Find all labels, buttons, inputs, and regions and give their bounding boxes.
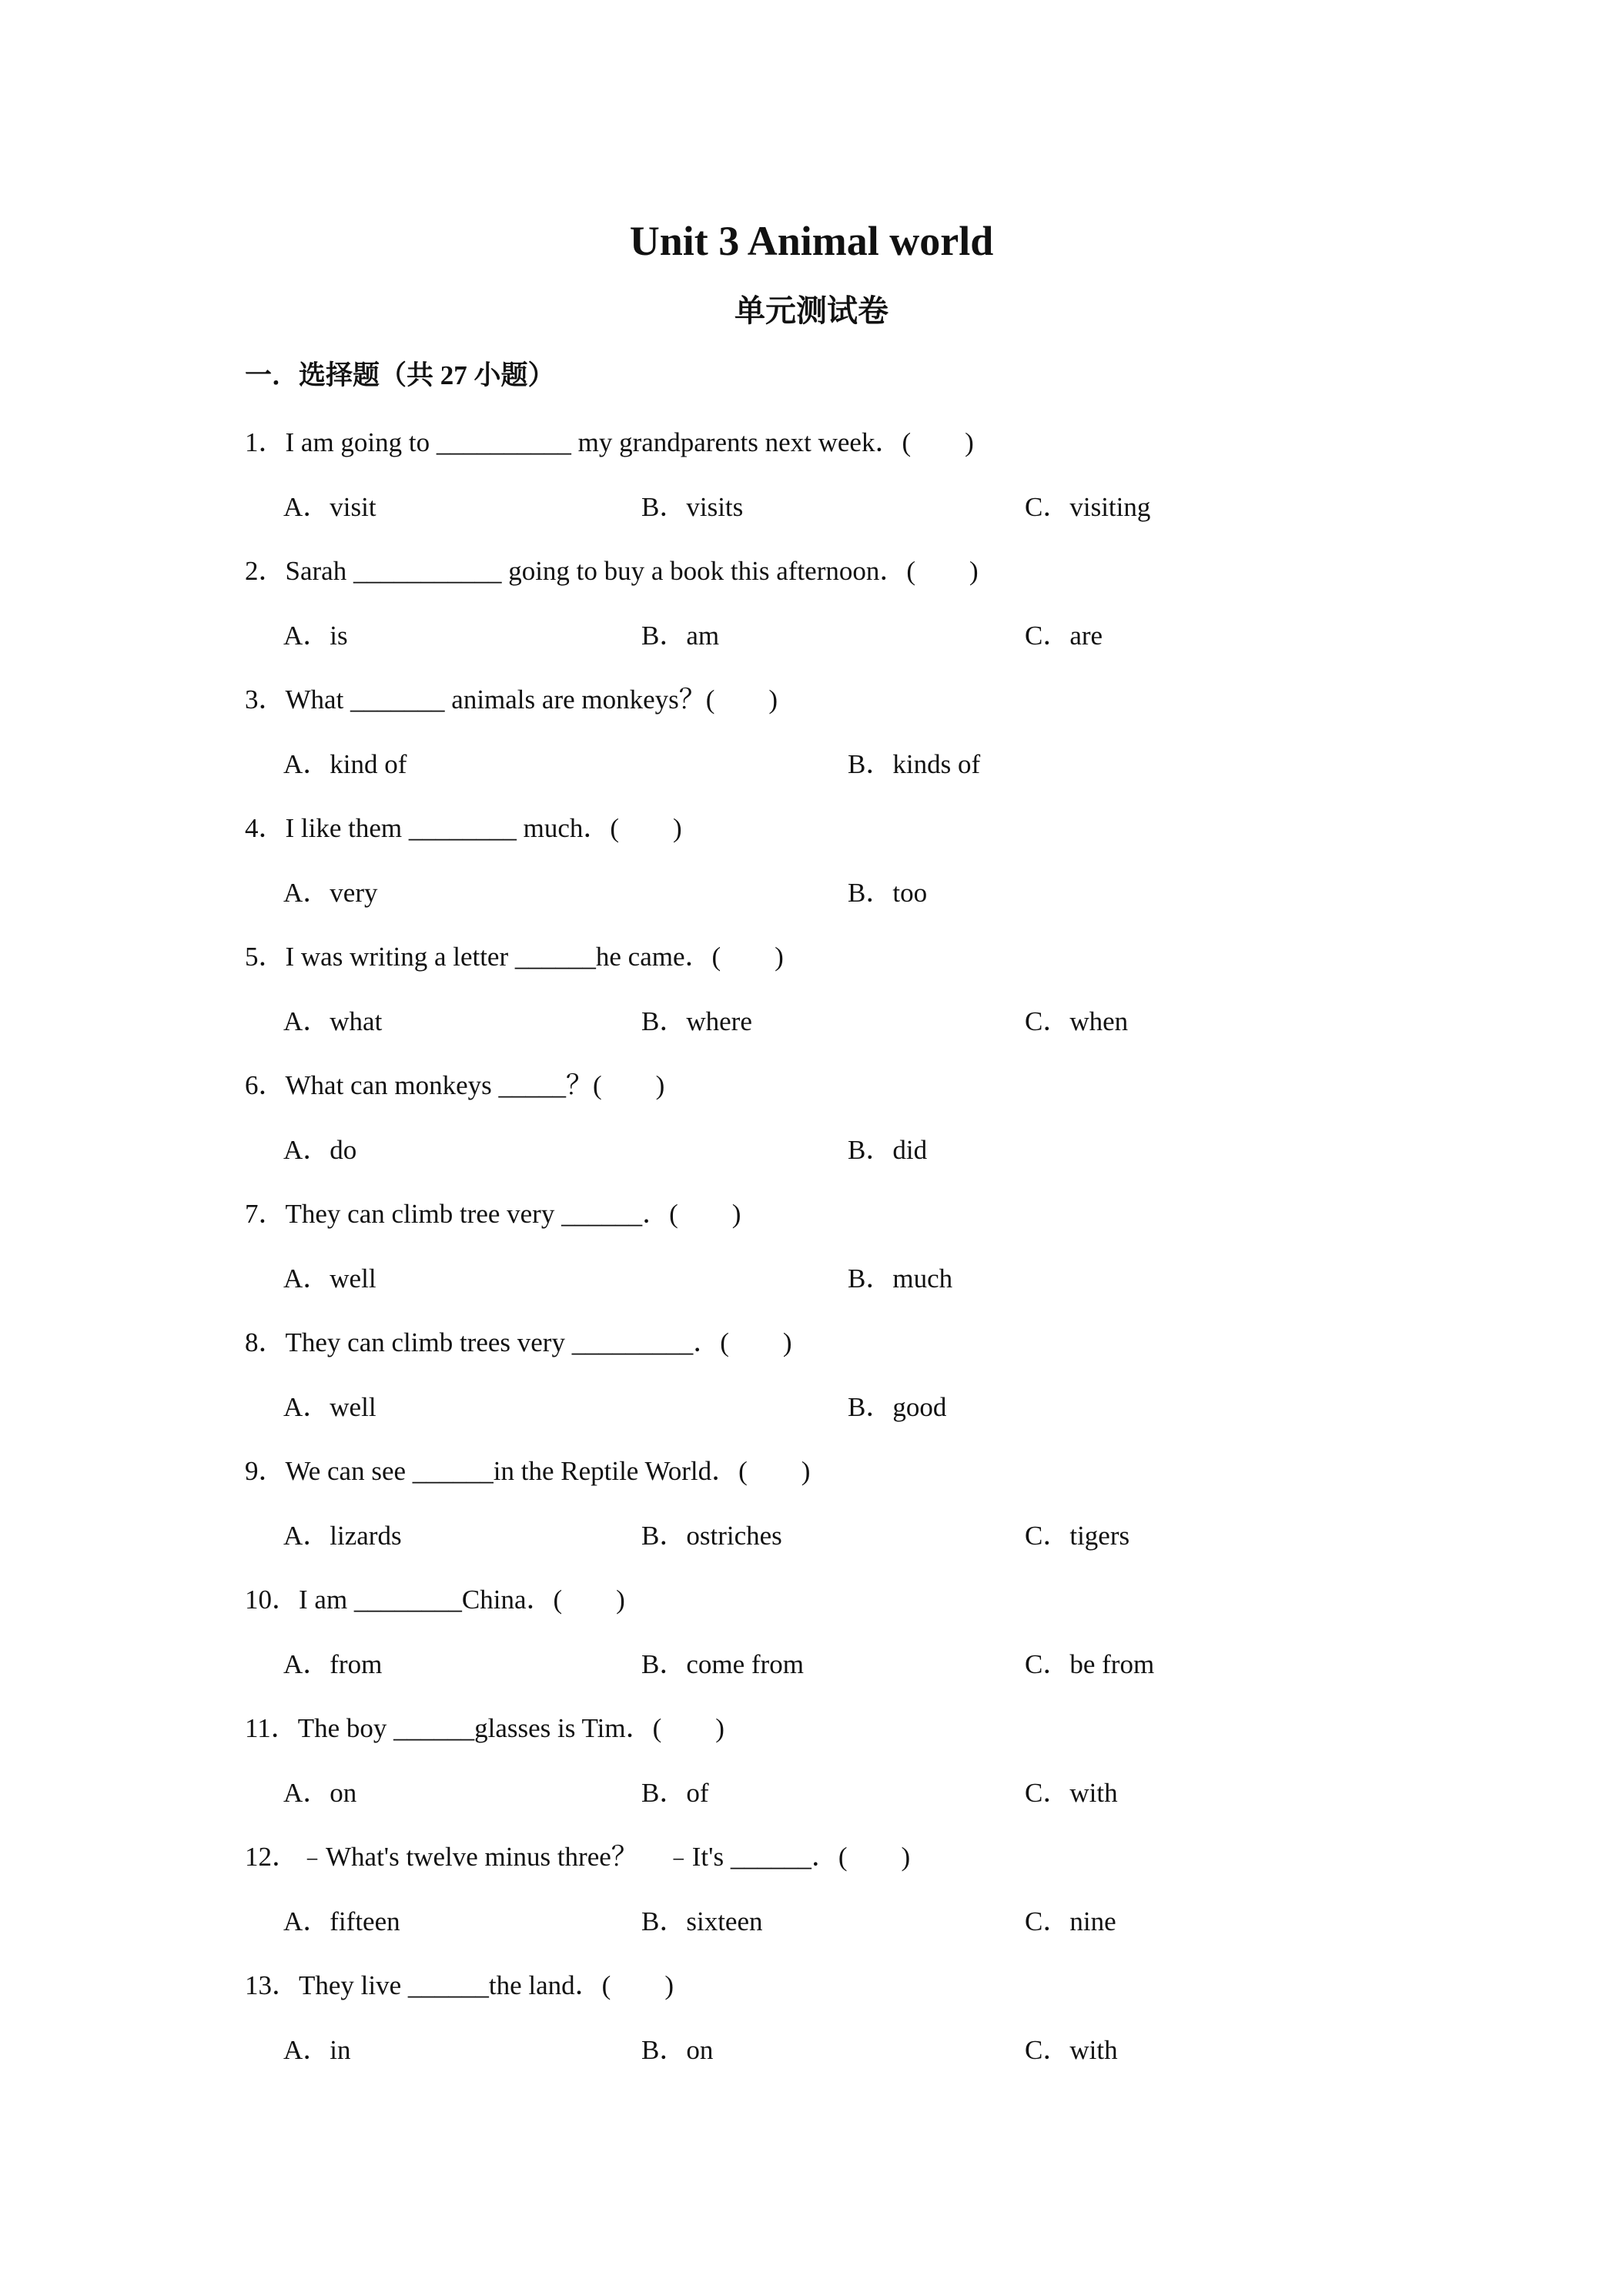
answer-option <box>1025 484 1150 530</box>
answer-option <box>641 613 719 659</box>
answer-option <box>283 1899 400 1945</box>
option-text: on <box>686 2035 714 2065</box>
option-letter: A． <box>283 2035 330 2065</box>
option-letter: A． <box>283 1649 330 1679</box>
question-item <box>0 1834 1623 1963</box>
question-item <box>0 1963 1623 2091</box>
option-letter: B． <box>641 1006 687 1036</box>
answer-option <box>283 999 382 1045</box>
answer-option <box>848 1256 952 1302</box>
option-text: visits <box>686 492 744 522</box>
option-letter: C． <box>1025 1906 1070 1936</box>
answer-option <box>641 1770 709 1816</box>
question-item <box>0 1705 1623 1834</box>
option-text: very <box>330 878 378 908</box>
option-letter: C． <box>1025 1521 1070 1551</box>
option-text: with <box>1069 2035 1118 2065</box>
option-letter: C． <box>1025 492 1070 522</box>
question-item <box>0 548 1623 677</box>
option-letter: B． <box>641 1778 687 1808</box>
option-letter: A． <box>283 1006 330 1036</box>
option-text: kinds of <box>892 749 981 779</box>
option-text: sixteen <box>686 1906 763 1936</box>
answer-option <box>1025 2027 1118 2073</box>
option-letter: B． <box>848 749 893 779</box>
answer-option <box>1025 613 1103 659</box>
question-stem: 10．I am ________China．( ) <box>245 1585 625 1615</box>
option-letter: A． <box>283 1778 330 1808</box>
question-stem: 5．I was writing a letter ______he came．( ) <box>245 942 784 972</box>
answer-option <box>1025 999 1128 1045</box>
option-text: of <box>686 1778 709 1808</box>
option-letter: B． <box>848 1135 893 1165</box>
option-letter: B． <box>641 1649 687 1679</box>
option-letter: B． <box>848 878 893 908</box>
answer-option <box>283 1256 376 1302</box>
option-text: well <box>330 1263 376 1294</box>
question-stem: 7．They can climb tree very ______．( ) <box>245 1199 741 1229</box>
answer-option <box>641 1513 782 1559</box>
option-letter: A． <box>283 1135 330 1165</box>
answer-option <box>283 2027 351 2073</box>
option-text: on <box>330 1778 357 1808</box>
document-title: Unit 3 Animal world <box>629 218 994 264</box>
answer-option <box>283 1513 402 1559</box>
answer-option <box>283 1642 382 1688</box>
question-stem: 13．They live ______the land．( ) <box>245 1970 674 2000</box>
option-letter: B． <box>641 2035 687 2065</box>
option-letter: A． <box>283 1392 330 1422</box>
question-stem: 8．They can climb trees very _________．( ) <box>245 1327 792 1357</box>
answer-option <box>848 741 980 788</box>
answer-option <box>283 870 377 916</box>
answer-option <box>641 999 752 1045</box>
question-stem: 4．I like them ________ much．( ) <box>245 813 682 843</box>
option-text: too <box>892 878 928 908</box>
question-stem: 1．I am going to __________ my grandparents next week．( ) <box>245 427 974 457</box>
option-letter: C． <box>1025 2035 1070 2065</box>
option-letter: B． <box>641 621 687 651</box>
option-text: with <box>1069 1778 1118 1808</box>
option-letter: A． <box>283 1263 330 1294</box>
question-item <box>0 1448 1623 1577</box>
option-letter: A． <box>283 749 330 779</box>
option-text: come from <box>686 1649 804 1679</box>
option-letter: B． <box>641 492 687 522</box>
answer-option <box>641 1642 804 1688</box>
option-text: visiting <box>1069 492 1151 522</box>
option-letter: B． <box>641 1906 687 1936</box>
question-list <box>0 420 1623 2091</box>
question-item <box>0 1063 1623 1191</box>
option-text: when <box>1069 1006 1129 1036</box>
option-text: in <box>330 2035 351 2065</box>
option-text: visit <box>330 492 376 522</box>
question-stem: 2．Sarah ___________ going to buy a book this afternoon．( ) <box>245 556 979 586</box>
option-text: kind of <box>330 749 407 779</box>
option-letter: A． <box>283 1521 330 1551</box>
answer-option <box>283 1127 356 1173</box>
option-letter: B． <box>848 1392 893 1422</box>
answer-option <box>1025 1642 1154 1688</box>
question-item <box>0 1577 1623 1705</box>
answer-option <box>283 741 407 788</box>
document-subtitle: 单元测试卷 <box>735 293 888 328</box>
question-stem: 3．What _______ animals are monkeys？( ) <box>245 684 778 715</box>
question-item <box>0 677 1623 805</box>
question-stem: 12．﹣What's twelve minus three？ ﹣It's ______．( ) <box>245 1842 911 1872</box>
section-heading: 一．选择题（共 27 小题） <box>245 360 555 390</box>
answer-option <box>283 1384 376 1431</box>
option-text: lizards <box>330 1521 402 1551</box>
option-text: tigers <box>1069 1521 1130 1551</box>
question-stem: 6．What can monkeys _____？( ) <box>245 1070 665 1100</box>
question-item <box>0 1191 1623 1320</box>
question-item <box>0 934 1623 1063</box>
option-letter: A． <box>283 878 330 908</box>
answer-option <box>1025 1513 1129 1559</box>
answer-option <box>1025 1899 1116 1945</box>
question-stem: 11．The boy ______glasses is Tim．( ) <box>245 1713 724 1743</box>
answer-option <box>641 1899 763 1945</box>
option-letter: B． <box>848 1263 893 1294</box>
option-text: much <box>892 1263 953 1294</box>
option-letter: C． <box>1025 1778 1070 1808</box>
option-text: fifteen <box>330 1906 400 1936</box>
answer-option <box>283 1770 356 1816</box>
answer-option <box>848 1127 927 1173</box>
option-text: is <box>330 621 348 651</box>
option-text: nine <box>1069 1906 1116 1936</box>
option-letter: A． <box>283 621 330 651</box>
question-item <box>0 805 1623 934</box>
option-letter: A． <box>283 492 330 522</box>
option-text: well <box>330 1392 376 1422</box>
option-text: where <box>686 1006 752 1036</box>
answer-option <box>641 484 743 530</box>
option-text: ostriches <box>686 1521 782 1551</box>
answer-option <box>641 2027 713 2073</box>
answer-option <box>1025 1770 1118 1816</box>
answer-option <box>283 484 376 530</box>
option-letter: B． <box>641 1521 687 1551</box>
question-item <box>0 1320 1623 1448</box>
option-letter: C． <box>1025 1649 1070 1679</box>
question-stem: 9．We can see ______in the Reptile World．( ) <box>245 1456 811 1486</box>
option-text: am <box>686 621 720 651</box>
option-text: what <box>330 1006 383 1036</box>
option-text: be from <box>1069 1649 1155 1679</box>
answer-option <box>848 1384 946 1431</box>
answer-option <box>283 613 348 659</box>
option-letter: C． <box>1025 621 1070 651</box>
option-text: did <box>892 1135 928 1165</box>
option-text: good <box>892 1392 947 1422</box>
option-text: are <box>1069 621 1103 651</box>
answer-option <box>848 870 927 916</box>
option-text: from <box>330 1649 383 1679</box>
question-item <box>0 420 1623 548</box>
option-text: do <box>330 1135 357 1165</box>
option-letter: A． <box>283 1906 330 1936</box>
option-letter: C． <box>1025 1006 1070 1036</box>
